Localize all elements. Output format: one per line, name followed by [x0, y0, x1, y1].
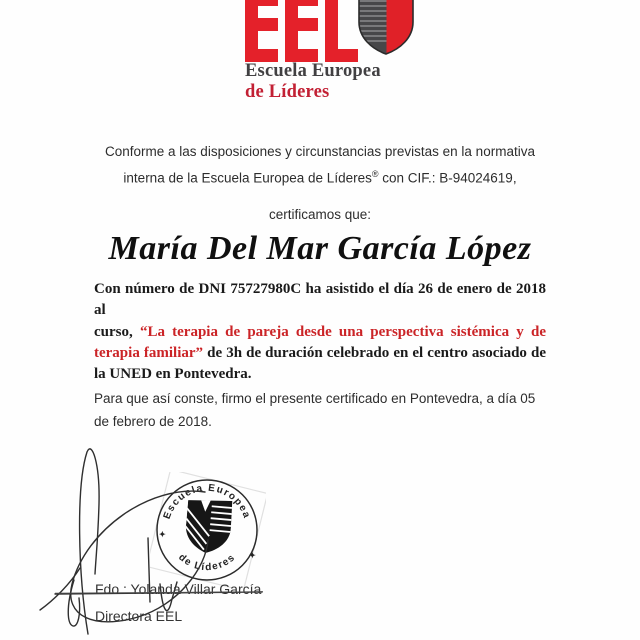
signed-by-label: Fdo.: Yolanda Villar García	[95, 581, 262, 597]
registered-mark: ®	[371, 169, 379, 179]
eel-logo-acronym-icon	[245, 0, 358, 62]
stamp-top-text: Escuela Europea	[161, 482, 253, 521]
intro-line-1: Conforme a las disposiciones y circunstancias previstas en la normativa	[105, 144, 535, 159]
course-title-part2: terapia familiar”	[94, 344, 204, 361]
intro-paragraph	[85, 141, 555, 226]
course-line-4: la UNED en Pontevedra.	[94, 366, 252, 383]
closing-line-2: de febrero de 2018.	[94, 413, 212, 429]
eel-shield-icon	[357, 0, 415, 56]
closing-paragraph	[94, 388, 564, 433]
course-line-3: terapia familiar” de 3h de duración celebrado en el centro asociado de	[94, 344, 546, 361]
intro-line-2: interna de la Escuela Europea de Líderes® con CIF.: B-94024619,	[123, 169, 517, 186]
course-title-part1: “La terapia de pareja desde una perspectiva sistémica y de	[139, 323, 546, 340]
logo-name-line1: Escuela Europea	[245, 61, 381, 81]
course-paragraph	[94, 279, 546, 385]
course-line-2: curso, “La terapia de pareja desde una perspectiva sistémica y de	[94, 323, 546, 340]
recipient-name: María Del Mar García López	[108, 230, 532, 267]
stamp-star-left: ✦	[159, 530, 166, 539]
signer-title-label: Directora EEL	[95, 608, 183, 624]
certify-line: certificamos que:	[268, 206, 372, 222]
logo-name-line2: de Líderes	[245, 82, 330, 102]
stamp-bottom-text: de Líderes	[176, 551, 238, 574]
course-line-1: Con número de DNI 75727980C ha asistido el día 26 de enero de 2018 al	[94, 281, 546, 319]
closing-line-1: Para que así conste, firmo el presente certificado en Pontevedra, a día 05	[94, 391, 536, 406]
stamp-star-right: ✦	[249, 551, 256, 560]
